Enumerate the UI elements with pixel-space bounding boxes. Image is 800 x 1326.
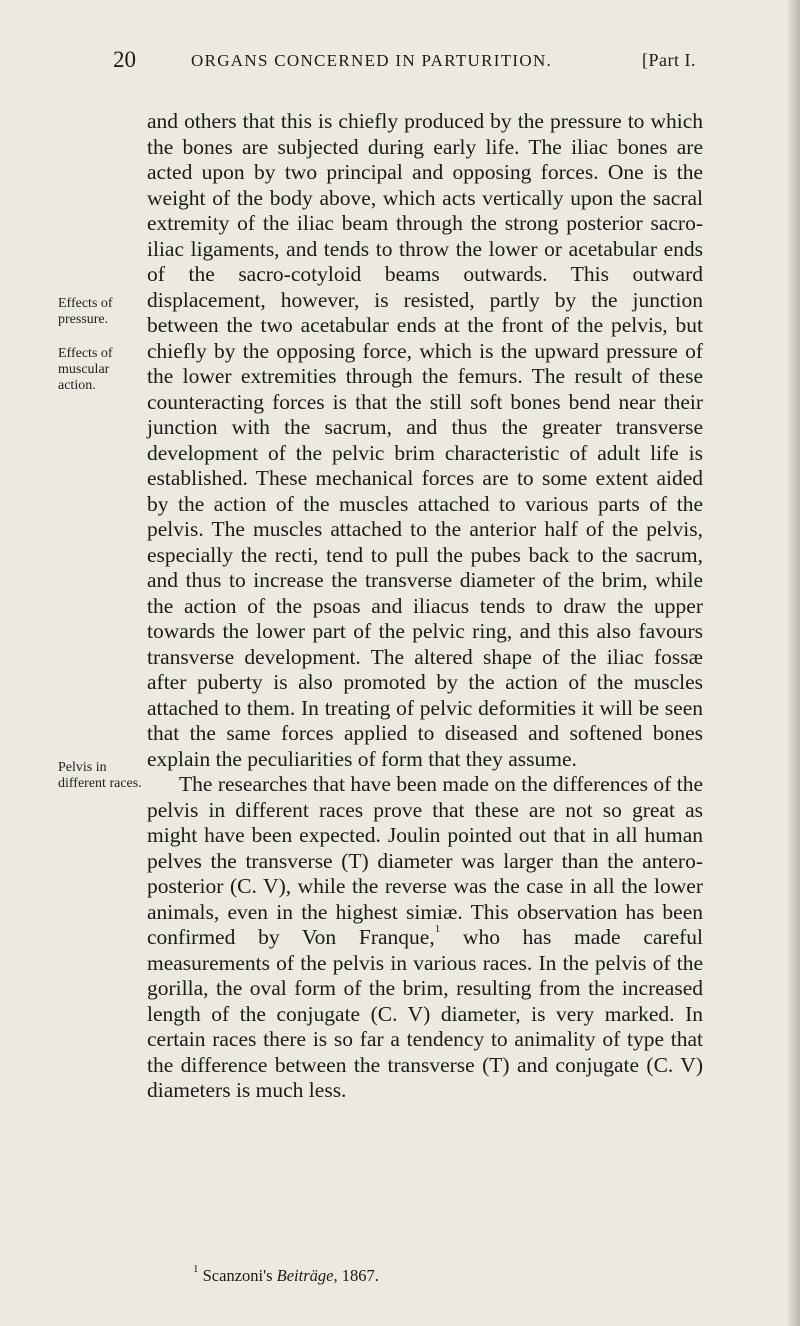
body-text — [147, 109, 703, 1104]
footnote-text-before: Scanzoni's — [202, 1266, 277, 1285]
paragraph-races-part1: The researches that have been made on the differences of the pelvis in different races prove that these are not so great as might have been expected. Joulin pointed out that in all human pelves the transverse (T) diameter was larger than the antero-posterior (C. V), while the reverse was the case in all the lower animals, even in the highest simiæ. This observation has been confirmed by Von Franque, — [147, 772, 703, 949]
running-header — [113, 44, 696, 80]
footnote-marker: 1 — [193, 1263, 199, 1275]
margin-note-muscular-action: Effects of muscular action. — [58, 346, 113, 393]
margin-note-effects-of-pressure: Effects of pressure. — [58, 296, 113, 327]
running-title: ORGANS CONCERNED IN PARTURITION. — [191, 51, 553, 70]
footnote — [193, 1265, 379, 1287]
paragraph-races — [147, 772, 703, 1104]
footnote-reference: 1 — [434, 923, 441, 935]
paragraph-pressure: and others that this is chiefly produced by the pressure to which the bones are subjected during early life. The iliac bones are acted upon by two principal and opposing forces. One is the weight of the body above, which acts vertically upon the sacral extremity of the iliac beam through the strong posterior sacro-iliac ligaments, and tends to throw the lower or acetabular ends of the sacro-cotyloid beams outwards. This outward displacement, however, is resisted, partly by the junction between the two acetabular ends at the front of the pelvis, but chiefly by the opposing force, which is the upward pressure of the lower extremities through the femurs. The result of these counteracting forces is that the still soft bones bend near their junction with the sacrum, and thus the greater transverse development of the pelvic brim characteristic of adult life is established. These mechanical forces are to some extent aided by the action of the muscles attached to various parts of the pelvis. The muscles attached to the anterior half of the pelvis, especially the recti, tend to pull the pubes back to the sacrum, and thus to increase the transverse diameter of the brim, while the action of the psoas and iliacus tends to draw the upper towards the lower part of the pelvic ring, and this also favours transverse development. The altered shape of the iliac fossæ after puberty is also promoted by the action of the muscles attached to them. In treating of pelvic deformities it will be seen that the same forces applied to diseased and softened bones explain the peculiarities of form that they assume. — [147, 109, 703, 771]
margin-note-pelvis-races: Pelvis in different races. — [58, 760, 142, 791]
page-edge-shadow — [786, 0, 800, 1326]
paragraph-races-part2: who has made careful measurements of the pelvis in various races. In the pelvis of the gorilla, the oval form of the brim, resulting from the increased length of the conjugate (C. V) diameter, is very marked. In certain races there is so far a tendency to animality of type that the difference between the transverse (T) and conjugate (C. V) diameters is much less. — [147, 925, 703, 1102]
footnote-text-after: , 1867. — [333, 1266, 379, 1285]
page-number: 20 — [113, 47, 136, 72]
footnote-title: Beiträge — [276, 1266, 334, 1285]
part-label: [Part I. — [642, 50, 696, 70]
